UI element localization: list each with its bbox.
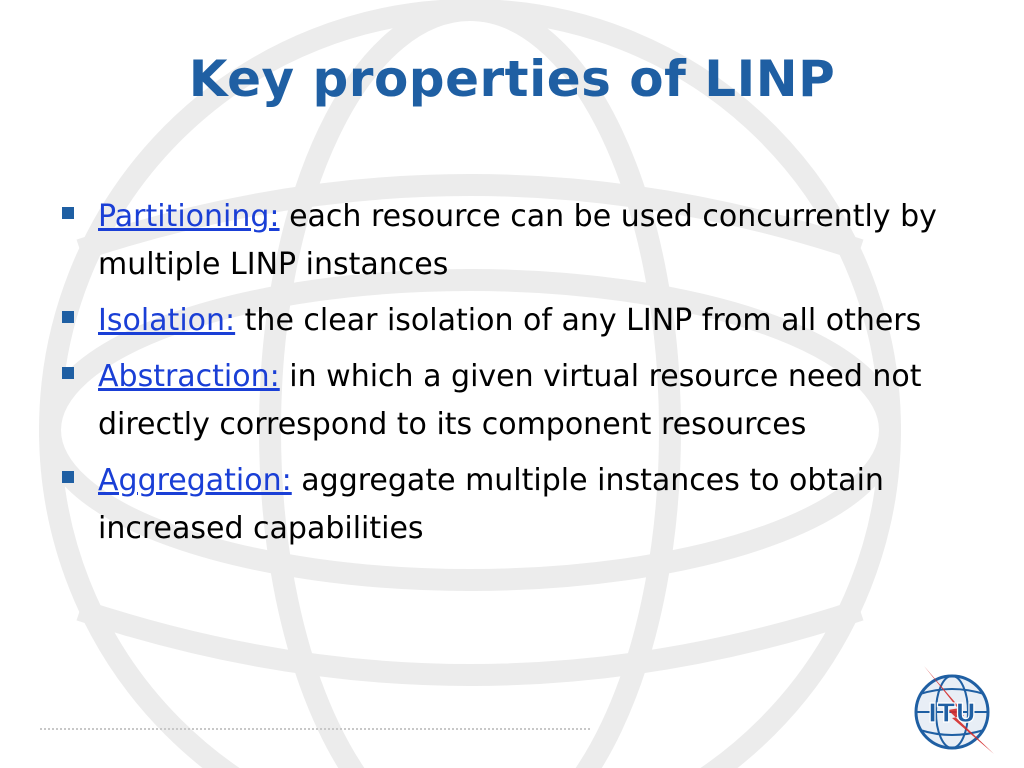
- bullet-partitioning: [62, 193, 992, 289]
- bullet-aggregation: [62, 457, 992, 553]
- slide-title: Key properties of LINP: [188, 50, 836, 108]
- bullet-text: each resource can be used concurrently by multiple LINP instances: [98, 199, 937, 282]
- bullet-text: in which a given virtual resource need not directly correspond to its component resources: [98, 359, 922, 442]
- bullet-list: [62, 193, 992, 561]
- bullet-abstraction: [62, 353, 992, 449]
- footer-divider: [40, 728, 590, 730]
- square-bullet-icon: [62, 311, 74, 323]
- bullet-text: the clear isolation of any LINP from all others: [235, 303, 922, 338]
- abstraction-link[interactable]: Abstraction:: [98, 359, 280, 394]
- square-bullet-icon: [62, 207, 74, 219]
- partitioning-link[interactable]: Partitioning:: [98, 199, 280, 234]
- bullet-text: aggregate multiple instances to obtain increased capabilities: [98, 463, 884, 546]
- itu-logo-icon: [908, 664, 998, 756]
- square-bullet-icon: [62, 367, 74, 379]
- square-bullet-icon: [62, 471, 74, 483]
- logo-text: ITU: [927, 699, 977, 729]
- isolation-link[interactable]: Isolation:: [98, 303, 236, 338]
- aggregation-link[interactable]: Aggregation:: [98, 463, 292, 498]
- bullet-isolation: [62, 297, 992, 345]
